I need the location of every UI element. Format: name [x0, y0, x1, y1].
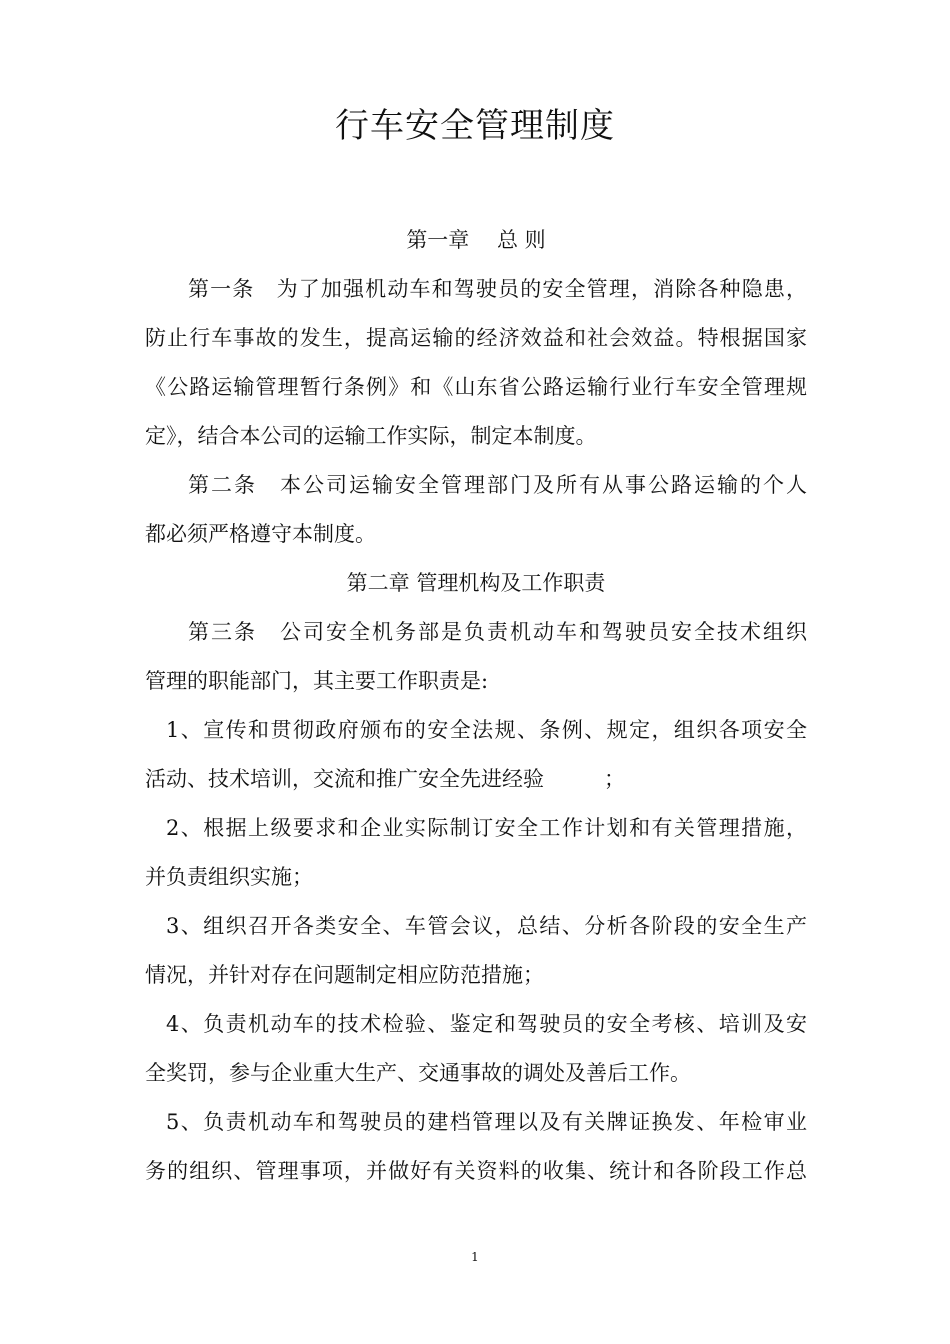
duty-3-line-1: 3、组织召开各类安全、车管会议，总结、分析各阶段的安全生产: [166, 914, 807, 938]
duty-5-line-1: 5、负责机动车和驾驶员的建档管理以及有关牌证换发、年检审业: [166, 1110, 807, 1134]
document-body: [145, 216, 807, 1196]
duty-4-line-1: 4、负责机动车的技术检验、鉴定和驾驶员的安全考核、培训及安: [166, 1012, 807, 1036]
duty-4-line-2: 全奖罚，参与企业重大生产、交通事故的调处及善后工作。: [145, 1061, 691, 1085]
duty-1-line-2: [145, 755, 807, 804]
chapter-heading-1: 第一章 总 则: [406, 228, 546, 252]
duty-1-line-2-text: 活动、技术培训，交流和推广安全先进经验: [145, 767, 544, 791]
article-2-line-1: 第二条 本公司运输安全管理部门及所有从事公路运输的个人: [188, 473, 807, 497]
document-title: 行车安全管理制度: [335, 106, 615, 146]
chapter-heading-2: 第二章 管理机构及工作职责: [346, 571, 606, 595]
page-number: 1: [471, 1250, 479, 1264]
article-1-line-4: 定》，结合本公司的运输工作实际，制定本制度。: [145, 424, 597, 448]
article-3-line-1: 第三条 公司安全机务部是负责机动车和驾驶员安全技术组织: [188, 620, 807, 644]
duty-1-line-2-end: ；: [604, 767, 625, 791]
duty-1-line-1: 1、宣传和贯彻政府颁布的安全法规、条例、规定，组织各项安全: [166, 718, 807, 742]
duty-2-line-1: 2、根据上级要求和企业实际制订安全工作计划和有关管理措施，: [166, 816, 807, 840]
article-3-line-2: 管理的职能部门，其主要工作职责是:: [145, 669, 489, 693]
article-1-line-2: 防止行车事故的发生，提高运输的经济效益和社会效益。特根据国家: [145, 326, 807, 350]
article-1-line-1: 第一条 为了加强机动车和驾驶员的安全管理，消除各种隐患，: [188, 277, 807, 301]
duty-3-line-2: 情况，并针对存在问题制定相应防范措施；: [145, 963, 544, 987]
duty-2-line-2: 并负责组织实施；: [145, 865, 313, 889]
duty-5-line-2: 务的组织、管理事项，并做好有关资料的收集、统计和各阶段工作总: [145, 1159, 807, 1183]
article-2-line-2: 都必须严格遵守本制度。: [145, 522, 376, 546]
article-1-line-3: 《公路运输管理暂行条例》和《山东省公路运输行业行车安全管理规: [145, 375, 807, 399]
